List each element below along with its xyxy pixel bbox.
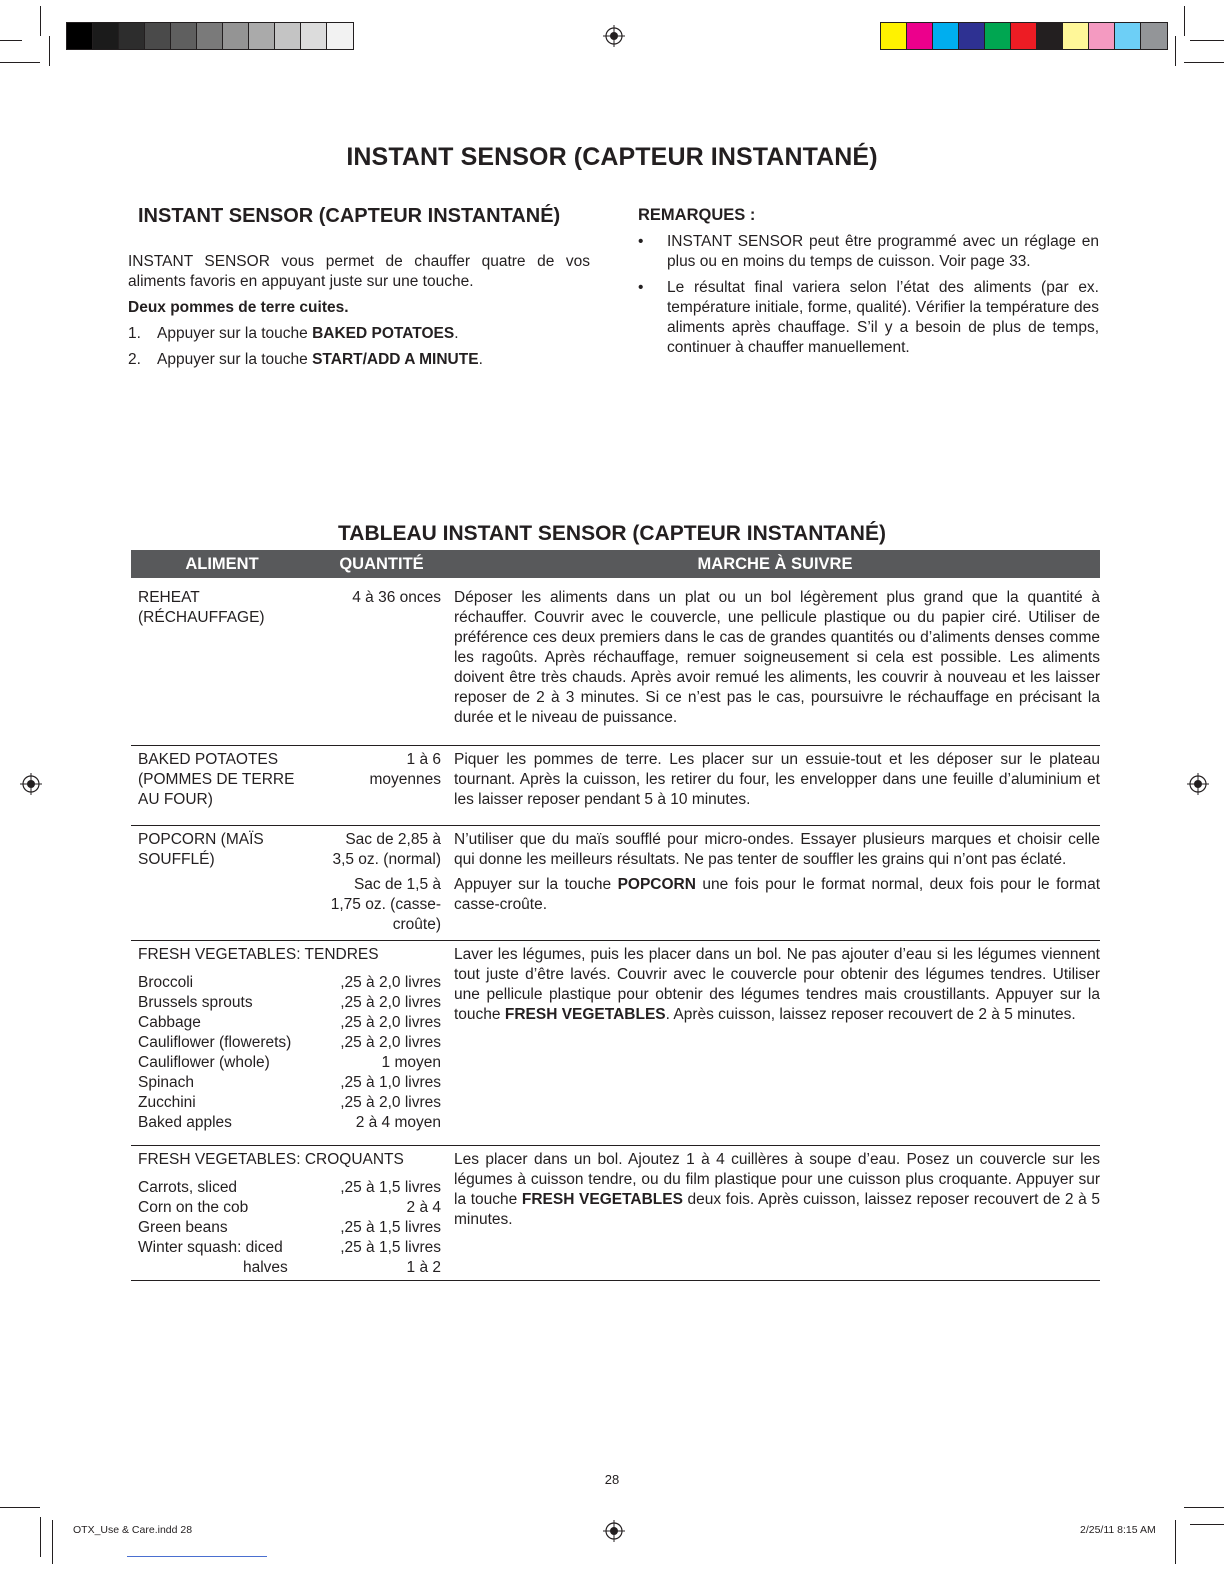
example-heading: Deux pommes de terre cuites. <box>128 299 349 316</box>
color-swatch <box>1037 23 1063 49</box>
crop-mark-tr-h <box>1190 40 1224 41</box>
color-swatch <box>327 23 353 49</box>
remark-text: Le résultat final variera selon l’état des aliments (par ex. température initiale, forme, qualité). Vérifier la température des aliments après chauffage. S’il y a besoin de plus de temps, continuer à chauffer manuellement. <box>667 279 1099 356</box>
vegetable-item <box>138 1033 441 1053</box>
key-name: START/ADD A MINUTE <box>312 351 479 368</box>
color-swatch <box>119 23 145 49</box>
vegetable-name: Cauliflower (whole) <box>138 1054 270 1071</box>
table-row-vegetables-crisp <box>131 1146 1100 1281</box>
vegetable-item <box>138 1093 441 1113</box>
instructions-cell: Déposer les aliments dans un plat ou un bol légèrement plus grand que la quantité à réchauffer. Couvrir avec le couvercle, une pellicule plastique ou du papier ciré. Utiliser de préférence ces deux premiers dans le cas de grandes quantités ou d’aliments denses comme les ragoûts. Après réchauffage, remuer soigneusement si cela est possible. Les aliments doivent être très chauds. Après avoir remué les aliments, les couvrir à nouveau et les laisser reposer de 2 à 3 minutes. Si ce n’est pas le cas, poursuivre le réchauffage en précisant la durée et le niveau de puissance. <box>450 578 1100 746</box>
page-title: INSTANT SENSOR (CAPTEUR INSTANTANÉ) <box>346 143 878 171</box>
instructions-cell: Les placer dans un bol. Ajoutez 1 à 4 cuillères à soupe d’eau. Posez un couvercle sur les légumes à cuisson tendre, ou du film plastique pour une cuisson plus croquante. Appuyer sur la touche FRESH VEGETABLES deux fois. Après cuisson, laissez reposer recouvert de 2 à 5 minutes. <box>450 1146 1100 1281</box>
vegetable-quantity: 2 à 4 moyen <box>355 1114 441 1131</box>
table-row-baked-potatoes <box>131 746 1100 826</box>
vegetable-quantity: ,25 à 2,0 livres <box>340 1034 441 1051</box>
column-header-food: ALIMENT <box>131 550 313 578</box>
vegetable-quantity: 1 moyen <box>381 1054 441 1071</box>
color-swatch <box>1063 23 1089 49</box>
color-swatch <box>933 23 959 49</box>
color-swatch <box>275 23 301 49</box>
intro-section <box>128 252 590 370</box>
color-swatch <box>249 23 275 49</box>
color-swatch <box>1115 23 1141 49</box>
vegetable-name: Carrots, sliced <box>138 1179 238 1196</box>
remark-item <box>636 278 1099 358</box>
divider <box>127 1556 267 1557</box>
vegetable-quantity: ,25 à 1,0 livres <box>340 1074 441 1091</box>
quantity-cell: 1 à 6 moyennes <box>313 746 450 826</box>
registration-mark-icon <box>20 773 42 795</box>
vegetable-name: Cabbage <box>138 1014 201 1031</box>
key-name: BAKED POTATOES <box>312 325 455 342</box>
vegetable-quantity: ,25 à 1,5 livres <box>340 1179 441 1196</box>
vegetable-name: Winter squash: diced <box>138 1239 283 1256</box>
vegetable-quantity: ,25 à 2,0 livres <box>340 994 441 1011</box>
color-swatch <box>1089 23 1115 49</box>
vegetable-item <box>138 1238 441 1258</box>
key-name: FRESH VEGETABLES <box>504 1006 666 1023</box>
color-swatch <box>985 23 1011 49</box>
color-swatch <box>67 23 93 49</box>
color-swatch <box>959 23 985 49</box>
vegetable-item <box>138 1013 441 1033</box>
vegetable-item <box>138 1178 441 1198</box>
vegetable-name: Corn on the cob <box>138 1199 249 1216</box>
vegetable-name: Green beans <box>138 1219 228 1236</box>
section-heading: INSTANT SENSOR (CAPTEUR INSTANTANÉ) <box>138 205 561 227</box>
file-slug: OTX_Use & Care.indd 28 <box>73 1524 193 1536</box>
table-row-vegetables-tender <box>131 941 1100 1146</box>
color-swatch <box>171 23 197 49</box>
crop-mark-bl-h <box>0 1507 40 1508</box>
crop-mark-br-v <box>1175 1520 1176 1564</box>
remarks-list <box>636 232 1099 364</box>
vegetable-quantity: ,25 à 1,5 livres <box>340 1219 441 1236</box>
crop-mark-tr-h2 <box>1184 62 1224 63</box>
vegetable-quantity: 2 à 4 <box>406 1199 441 1216</box>
crop-mark-tr-v <box>1184 6 1185 36</box>
food-cell: POPCORN (MAÏS SOUFFLÉ) <box>131 826 313 941</box>
color-swatch <box>93 23 119 49</box>
bullet: • <box>638 279 644 296</box>
food-cell: BAKED POTAOTES (POMMES DE TERRE AU FOUR) <box>131 746 313 826</box>
vegetable-item <box>138 1073 441 1093</box>
bullet: • <box>638 233 644 250</box>
remark-text: INSTANT SENSOR peut être programmé avec un réglage en plus ou en moins du temps de cuisson. Voir page 33. <box>667 233 1099 270</box>
vegetable-name: Brussels sprouts <box>138 994 253 1011</box>
color-swatch <box>1141 23 1167 49</box>
instructions-cell: Laver les légumes, puis les placer dans un bol. Ne pas ajouter d’eau si les légumes viennent tout juste d’être lavés. Couvrir avec le couvercle pour obtenir des légumes tendres. Utiliser une pellicule plastique pour obtenir des légumes tendres mais croustillants. Appuyer sur la touche FRESH VEGETABLES. Après cuisson, laissez reposer recouvert de 2 à 5 minutes. <box>450 941 1100 1146</box>
vegetable-name: Cauliflower (flowerets) <box>138 1034 292 1051</box>
crop-mark-tl-v2 <box>49 36 50 66</box>
vegetable-group-heading: FRESH VEGETABLES: CROQUANTS <box>138 1151 404 1168</box>
vegetable-item <box>138 1198 441 1218</box>
registration-mark-icon <box>603 1520 625 1542</box>
step-item <box>128 324 590 344</box>
date-slug: 2/25/11 8:15 AM <box>1080 1524 1156 1536</box>
crop-mark-tr-v2 <box>1175 36 1176 66</box>
vegetable-quantity: ,25 à 2,0 livres <box>340 974 441 991</box>
crop-mark-tl-h2 <box>0 62 40 63</box>
vegetable-list <box>138 1178 441 1258</box>
vegetable-group-heading: FRESH VEGETABLES: TENDRES <box>138 946 379 963</box>
vegetable-quantity: 1 à 2 <box>406 1259 441 1276</box>
crop-mark-bl-v <box>40 1517 41 1557</box>
vegetable-quantity: ,25 à 2,0 livres <box>340 1014 441 1031</box>
registration-mark-icon <box>603 25 625 47</box>
crop-mark-br-h2 <box>1190 1524 1224 1525</box>
table-header-row <box>131 550 1100 578</box>
vegetable-list <box>138 973 441 1133</box>
instructions-cell: Piquer les pommes de terre. Les placer sur un essuie-tout et les déposer sur le plateau tournant. Après la cuisson, les retirer du four, les envelopper dans une feuille d’aluminium et les laisser reposer pendant 5 à 10 minutes. <box>450 746 1100 826</box>
column-header-quantity: QUANTITÉ <box>313 550 450 578</box>
quantity-cell: 4 à 36 onces <box>313 578 450 746</box>
table-title: TABLEAU INSTANT SENSOR (CAPTEUR INSTANTANÉ) <box>338 522 886 545</box>
remarks-heading: REMARQUES : <box>638 206 756 224</box>
step-text: Appuyer sur la touche START/ADD A MINUTE. <box>157 351 483 368</box>
instructions-cell: N’utiliser que du maïs soufflé pour micro-ondes. Essayer plusieurs marques et choisir celle qui donne les meilleurs résultats. Ne pas tenter de souffler les grains qui n’ont pas éclaté. <box>454 831 1100 868</box>
vegetable-quantity: ,25 à 1,5 livres <box>340 1239 441 1256</box>
step-number: 1. <box>128 325 141 342</box>
color-swatch <box>301 23 327 49</box>
color-swatch <box>1011 23 1037 49</box>
vegetable-name: Zucchini <box>138 1094 196 1111</box>
vegetable-quantity: ,25 à 2,0 livres <box>340 1094 441 1111</box>
instant-sensor-table <box>131 550 1100 1281</box>
crop-mark-tl-v <box>40 6 41 36</box>
crop-mark-bl-v2 <box>52 1520 53 1564</box>
process-color-bar <box>880 22 1168 50</box>
vegetable-name: Baked apples <box>138 1114 232 1131</box>
key-name: POPCORN <box>617 876 696 893</box>
step-number: 2. <box>128 351 141 368</box>
vegetable-item <box>138 1258 441 1278</box>
color-swatch <box>881 23 907 49</box>
color-swatch <box>197 23 223 49</box>
vegetable-list-cell <box>131 941 450 1146</box>
quantity-cell: Sac de 2,85 à 3,5 oz. (normal) <box>332 831 441 868</box>
table-row-popcorn-normal <box>131 826 1100 871</box>
crop-mark-tl-h <box>0 40 22 41</box>
vegetable-item <box>138 973 441 993</box>
color-swatch <box>223 23 249 49</box>
grayscale-color-bar <box>66 22 354 50</box>
vegetable-name: halves <box>243 1259 288 1276</box>
vegetable-item <box>138 1113 441 1133</box>
color-swatch <box>145 23 171 49</box>
crop-mark-br-h <box>1184 1507 1224 1508</box>
remark-item <box>636 232 1099 272</box>
color-swatch <box>907 23 933 49</box>
vegetable-name: Broccoli <box>138 974 194 991</box>
key-name: FRESH VEGETABLES <box>521 1191 683 1208</box>
vegetable-name: Spinach <box>138 1074 195 1091</box>
page-number: 28 <box>604 1472 620 1487</box>
step-text: Appuyer sur la touche BAKED POTATOES. <box>157 325 459 342</box>
vegetable-item <box>138 993 441 1013</box>
instructions-cell: Appuyer sur la touche POPCORN une fois pour le format normal, deux fois pour le format casse-croûte. <box>450 870 1100 941</box>
registration-mark-icon <box>1187 773 1209 795</box>
vegetable-list-cell <box>131 1146 450 1281</box>
vegetable-item <box>138 1218 441 1238</box>
step-item <box>128 350 590 370</box>
table-row-reheat <box>131 578 1100 746</box>
food-cell: REHEAT (RÉCHAUFFAGE) <box>131 578 313 746</box>
column-header-instructions: MARCHE À SUIVRE <box>450 550 1100 578</box>
quantity-cell: Sac de 1,5 à 1,75 oz. (casse- croûte) <box>313 870 450 941</box>
intro-paragraph: INSTANT SENSOR vous permet de chauffer quatre de vos aliments favoris en appuyant juste sur une touche. <box>128 253 590 290</box>
vegetable-item <box>138 1053 441 1073</box>
